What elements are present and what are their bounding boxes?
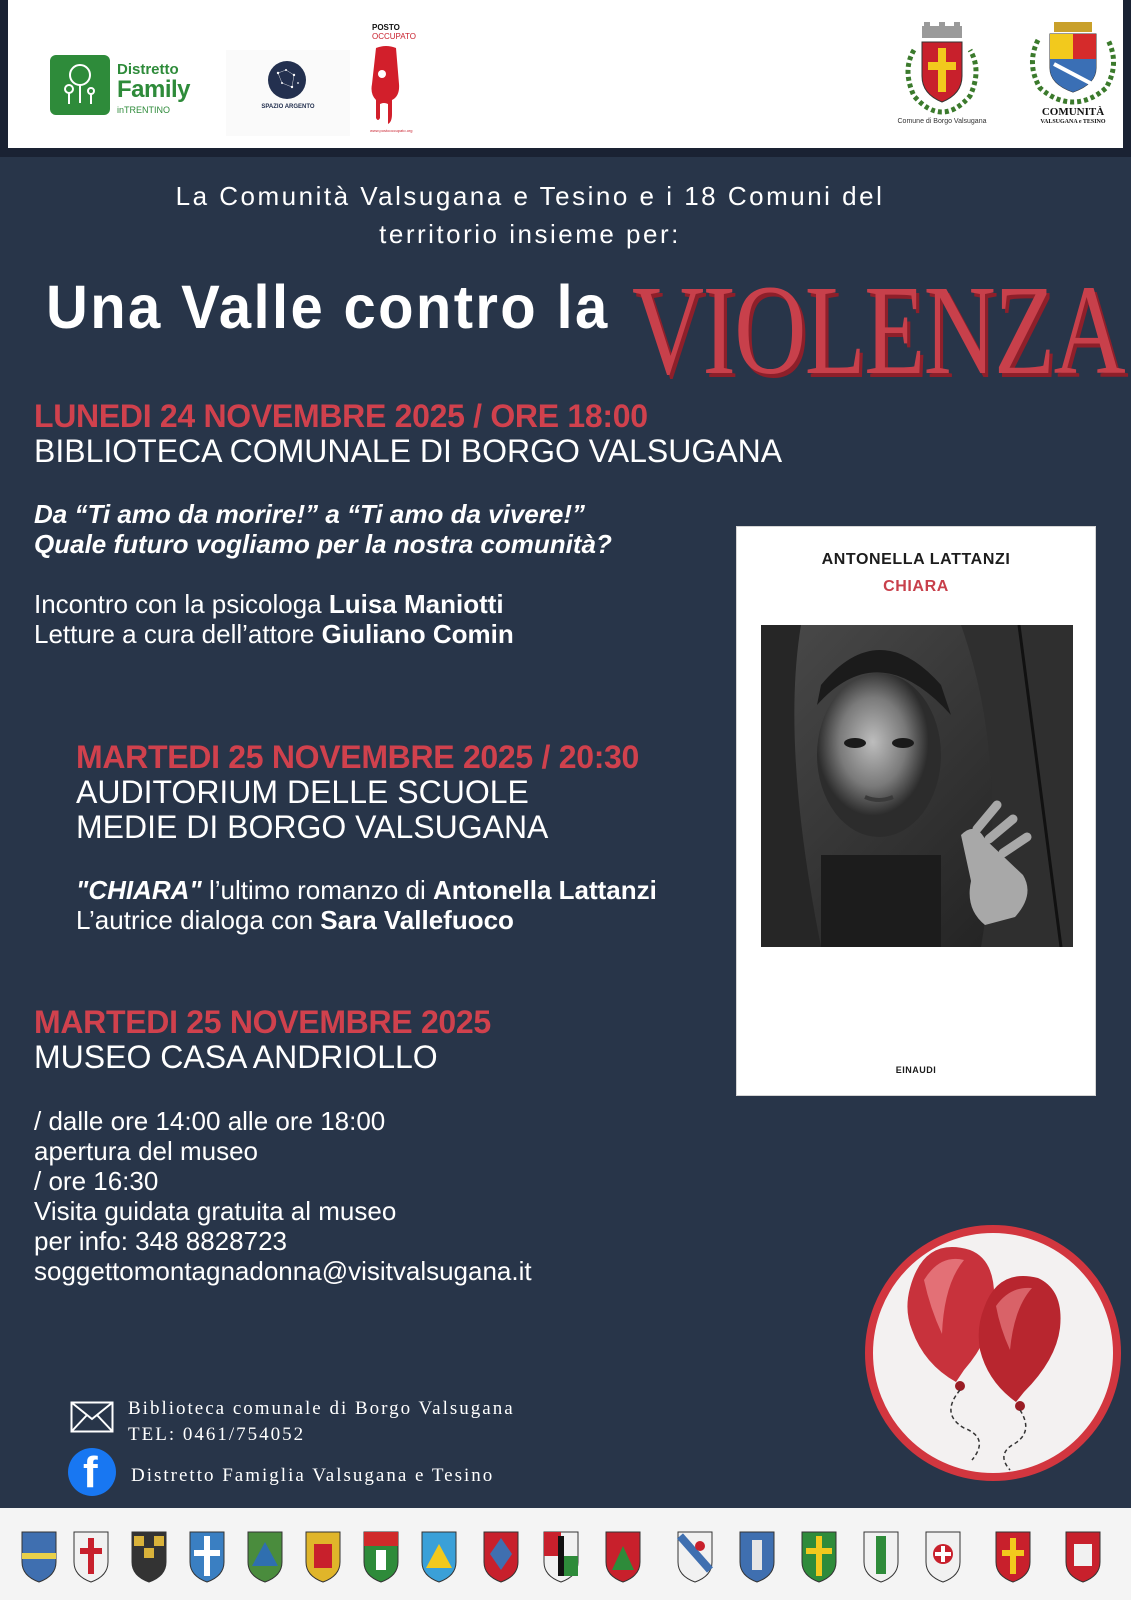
event2-heading: MARTEDI 25 NOVEMBRE 2025 / 20:30 — [76, 739, 640, 775]
book-title: CHIARA — [883, 578, 949, 595]
crest-icon-17 — [990, 1526, 1036, 1586]
posto-occupato-url: www.postooccupato.org — [370, 128, 413, 133]
event1-reader-prefix: Letture a cura dell’attore — [34, 619, 322, 649]
crest-icon-4 — [184, 1526, 230, 1586]
comunita-caption-line1: COMUNITÀ — [1041, 106, 1105, 118]
event3-line-1: / dalle ore 14:00 alle ore 18:00 — [34, 1106, 386, 1136]
crest-icon-8 — [416, 1526, 462, 1586]
book-cover-photo — [761, 625, 1073, 947]
facebook-icon[interactable]: f — [68, 1448, 116, 1496]
spazio-argento-label: SPAZIO ARGENTO — [261, 104, 315, 110]
borgo-crest-icon — [892, 20, 992, 118]
event2-book-title: "CHIARA" — [76, 875, 202, 905]
event1-reader-name: Giuliano Comin — [321, 619, 514, 649]
comunita-crest-icon — [1024, 18, 1122, 106]
crest-icon-3 — [126, 1526, 172, 1586]
contact-library: Biblioteca comunale di Borgo Valsugana — [128, 1398, 515, 1419]
distretto-family-line1: Distretto — [117, 61, 179, 78]
borgo-valsugana-crest — [892, 20, 992, 130]
book-cover — [736, 526, 1096, 1096]
distretto-family-line3: inTRENTINO — [117, 105, 171, 115]
book-author: ANTONELLA LATTANZI — [821, 551, 1011, 568]
family-tree-icon — [50, 55, 110, 115]
event1-heading: LUNEDI 24 NOVEMBRE 2025 / ORE 18:00 — [34, 398, 648, 434]
event2-dialogue-prefix: L’autrice dialoga con — [76, 905, 321, 935]
constellation-icon — [268, 61, 306, 99]
event3-place: MUSEO CASA ANDRIOLLO — [34, 1039, 438, 1075]
event3-line-2: apertura del museo — [34, 1136, 259, 1166]
crest-icon-7 — [358, 1526, 404, 1586]
spazio-argento-logo — [226, 50, 350, 136]
crest-icon-16 — [920, 1526, 966, 1586]
event2-place-line1: AUDITORIUM DELLE SCUOLE — [76, 774, 529, 810]
crest-icon-5 — [242, 1526, 288, 1586]
event1-speaker-line — [34, 589, 504, 619]
borgo-crest-caption: Comune di Borgo Valsugana — [897, 118, 987, 125]
posto-occupato-line2: OCCUPATO — [372, 32, 417, 41]
posto-occupato-line1: POSTO — [372, 23, 400, 32]
logo-bar — [0, 0, 1131, 157]
crest-icon-2 — [68, 1526, 114, 1586]
crest-icon-11 — [600, 1526, 646, 1586]
crest-icon-18 — [1060, 1526, 1106, 1586]
event2-book-line — [76, 875, 657, 905]
event1-quote-line2: Quale futuro vogliamo per la nostra comunità? — [34, 529, 612, 559]
municipality-crests-strip — [0, 1508, 1131, 1600]
crest-icon-9 — [478, 1526, 524, 1586]
event1-speaker-name: Luisa Maniotti — [328, 589, 504, 619]
intro-line2: territorio insieme per: — [379, 219, 681, 249]
distretto-family-logo — [50, 55, 210, 119]
comunita-valsugana-crest — [1024, 18, 1122, 130]
facebook-page-name[interactable]: Distretto Famiglia Valsugana e Tesino — [131, 1465, 495, 1486]
envelope-icon — [70, 1401, 114, 1433]
event2-dialogue-line — [76, 905, 514, 935]
crest-icon-10 — [538, 1526, 584, 1586]
crest-icon-13 — [734, 1526, 780, 1586]
crest-icon-6 — [300, 1526, 346, 1586]
intro-text — [120, 177, 940, 253]
contact-phone[interactable]: TEL: 0461/754052 — [128, 1424, 306, 1445]
event2-book-middle: l’ultimo romanzo di — [201, 875, 433, 905]
event2-moderator-name: Sara Vallefuoco — [320, 905, 514, 935]
event2-author-name: Antonella Lattanzi — [432, 875, 657, 905]
event3-line-3: / ore 16:30 — [34, 1166, 159, 1196]
crest-icon-15 — [858, 1526, 904, 1586]
red-chair-icon — [366, 44, 406, 126]
heart-balloons-emblem — [864, 1224, 1122, 1482]
intro-line1: La Comunità Valsugana e Tesino e i 18 Comuni del — [175, 181, 885, 211]
title-violenza: VIOLENZA — [632, 259, 1125, 401]
event1-speaker-prefix: Incontro con la psicologa — [34, 589, 329, 619]
title-white: Una Valle contro la — [46, 273, 610, 341]
event3-email[interactable]: soggettomontagnadonna@visitvalsugana.it — [34, 1256, 532, 1286]
event3-heading: MARTEDI 25 NOVEMBRE 2025 — [34, 1004, 491, 1040]
event1-quote-line1: Da “Ti amo da morire!” a “Ti amo da vivere!” — [34, 499, 586, 529]
event1-place: BIBLIOTECA COMUNALE DI BORGO VALSUGANA — [34, 433, 783, 469]
event3-line-4: Visita guidata gratuita al museo — [34, 1196, 397, 1226]
book-publisher: EINAUDI — [895, 1065, 937, 1075]
comunita-caption-line2: VALSUGANA e TESINO — [1040, 119, 1106, 125]
crest-icon-1 — [16, 1526, 62, 1586]
event1-reader-line — [34, 619, 514, 649]
posto-occupato-logo — [360, 22, 416, 136]
crest-icon-12 — [672, 1526, 718, 1586]
logo-bar-panel — [8, 0, 1123, 148]
crest-icon-14 — [796, 1526, 842, 1586]
distretto-family-line2: Family — [117, 76, 191, 103]
event2-place-line2: MEDIE DI BORGO VALSUGANA — [76, 809, 549, 845]
event3-line-5: per info: 348 8828723 — [34, 1226, 287, 1256]
